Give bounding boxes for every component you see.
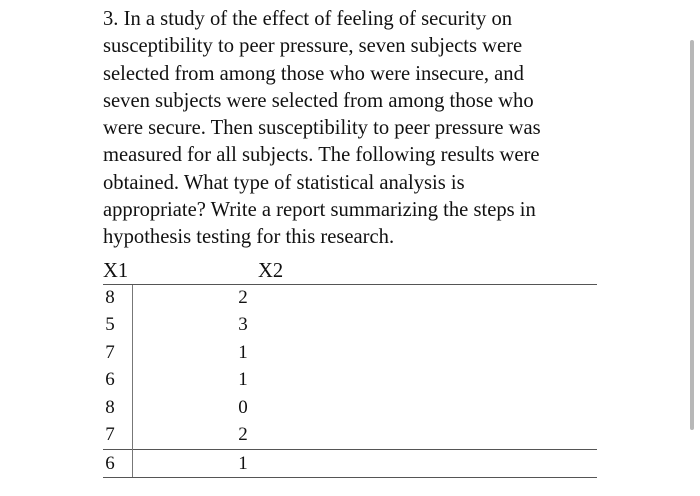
column-header-x2: X2 bbox=[258, 260, 284, 282]
cell-x2: 0 bbox=[238, 397, 248, 418]
question-line: obtained. What type of statistical analysis is bbox=[103, 171, 465, 194]
question-line: seven subjects were selected from among those who bbox=[103, 89, 534, 112]
table-top-rule bbox=[103, 284, 597, 285]
question-text bbox=[103, 6, 603, 252]
question-line: appropriate? Write a report summarizing the steps in bbox=[103, 199, 536, 222]
question-line: hypothesis testing for this research. bbox=[103, 226, 395, 249]
cell-x1: 6 bbox=[105, 453, 115, 474]
cell-x2: 2 bbox=[238, 287, 248, 308]
cell-x2: 1 bbox=[238, 342, 248, 363]
cell-x1: 6 bbox=[105, 369, 115, 390]
question-line: measured for all subjects. The following results were bbox=[103, 144, 540, 167]
table-bottom-rule bbox=[103, 477, 597, 478]
cell-x1: 5 bbox=[105, 314, 115, 335]
cell-x2: 1 bbox=[238, 369, 248, 390]
vertical-scrollbar[interactable] bbox=[690, 40, 694, 430]
cell-x2: 3 bbox=[238, 314, 248, 335]
question-line: were secure. Then susceptibility to peer pressure was bbox=[103, 117, 541, 140]
cell-x1: 8 bbox=[105, 397, 115, 418]
cell-x2: 1 bbox=[238, 453, 248, 474]
cell-x1: 7 bbox=[105, 342, 115, 363]
question-line: selected from among those who were insecure, and bbox=[103, 62, 524, 85]
cell-x1: 8 bbox=[105, 287, 115, 308]
column-header-x1: X1 bbox=[103, 260, 129, 282]
cell-x1: 7 bbox=[105, 424, 115, 445]
cell-x2: 2 bbox=[238, 424, 248, 445]
table-column-divider bbox=[132, 285, 133, 477]
question-line: susceptibility to peer pressure, seven subjects were bbox=[103, 35, 523, 58]
question-line: 3. In a study of the effect of feeling of security on bbox=[103, 8, 513, 30]
table-mid-rule bbox=[103, 449, 597, 450]
